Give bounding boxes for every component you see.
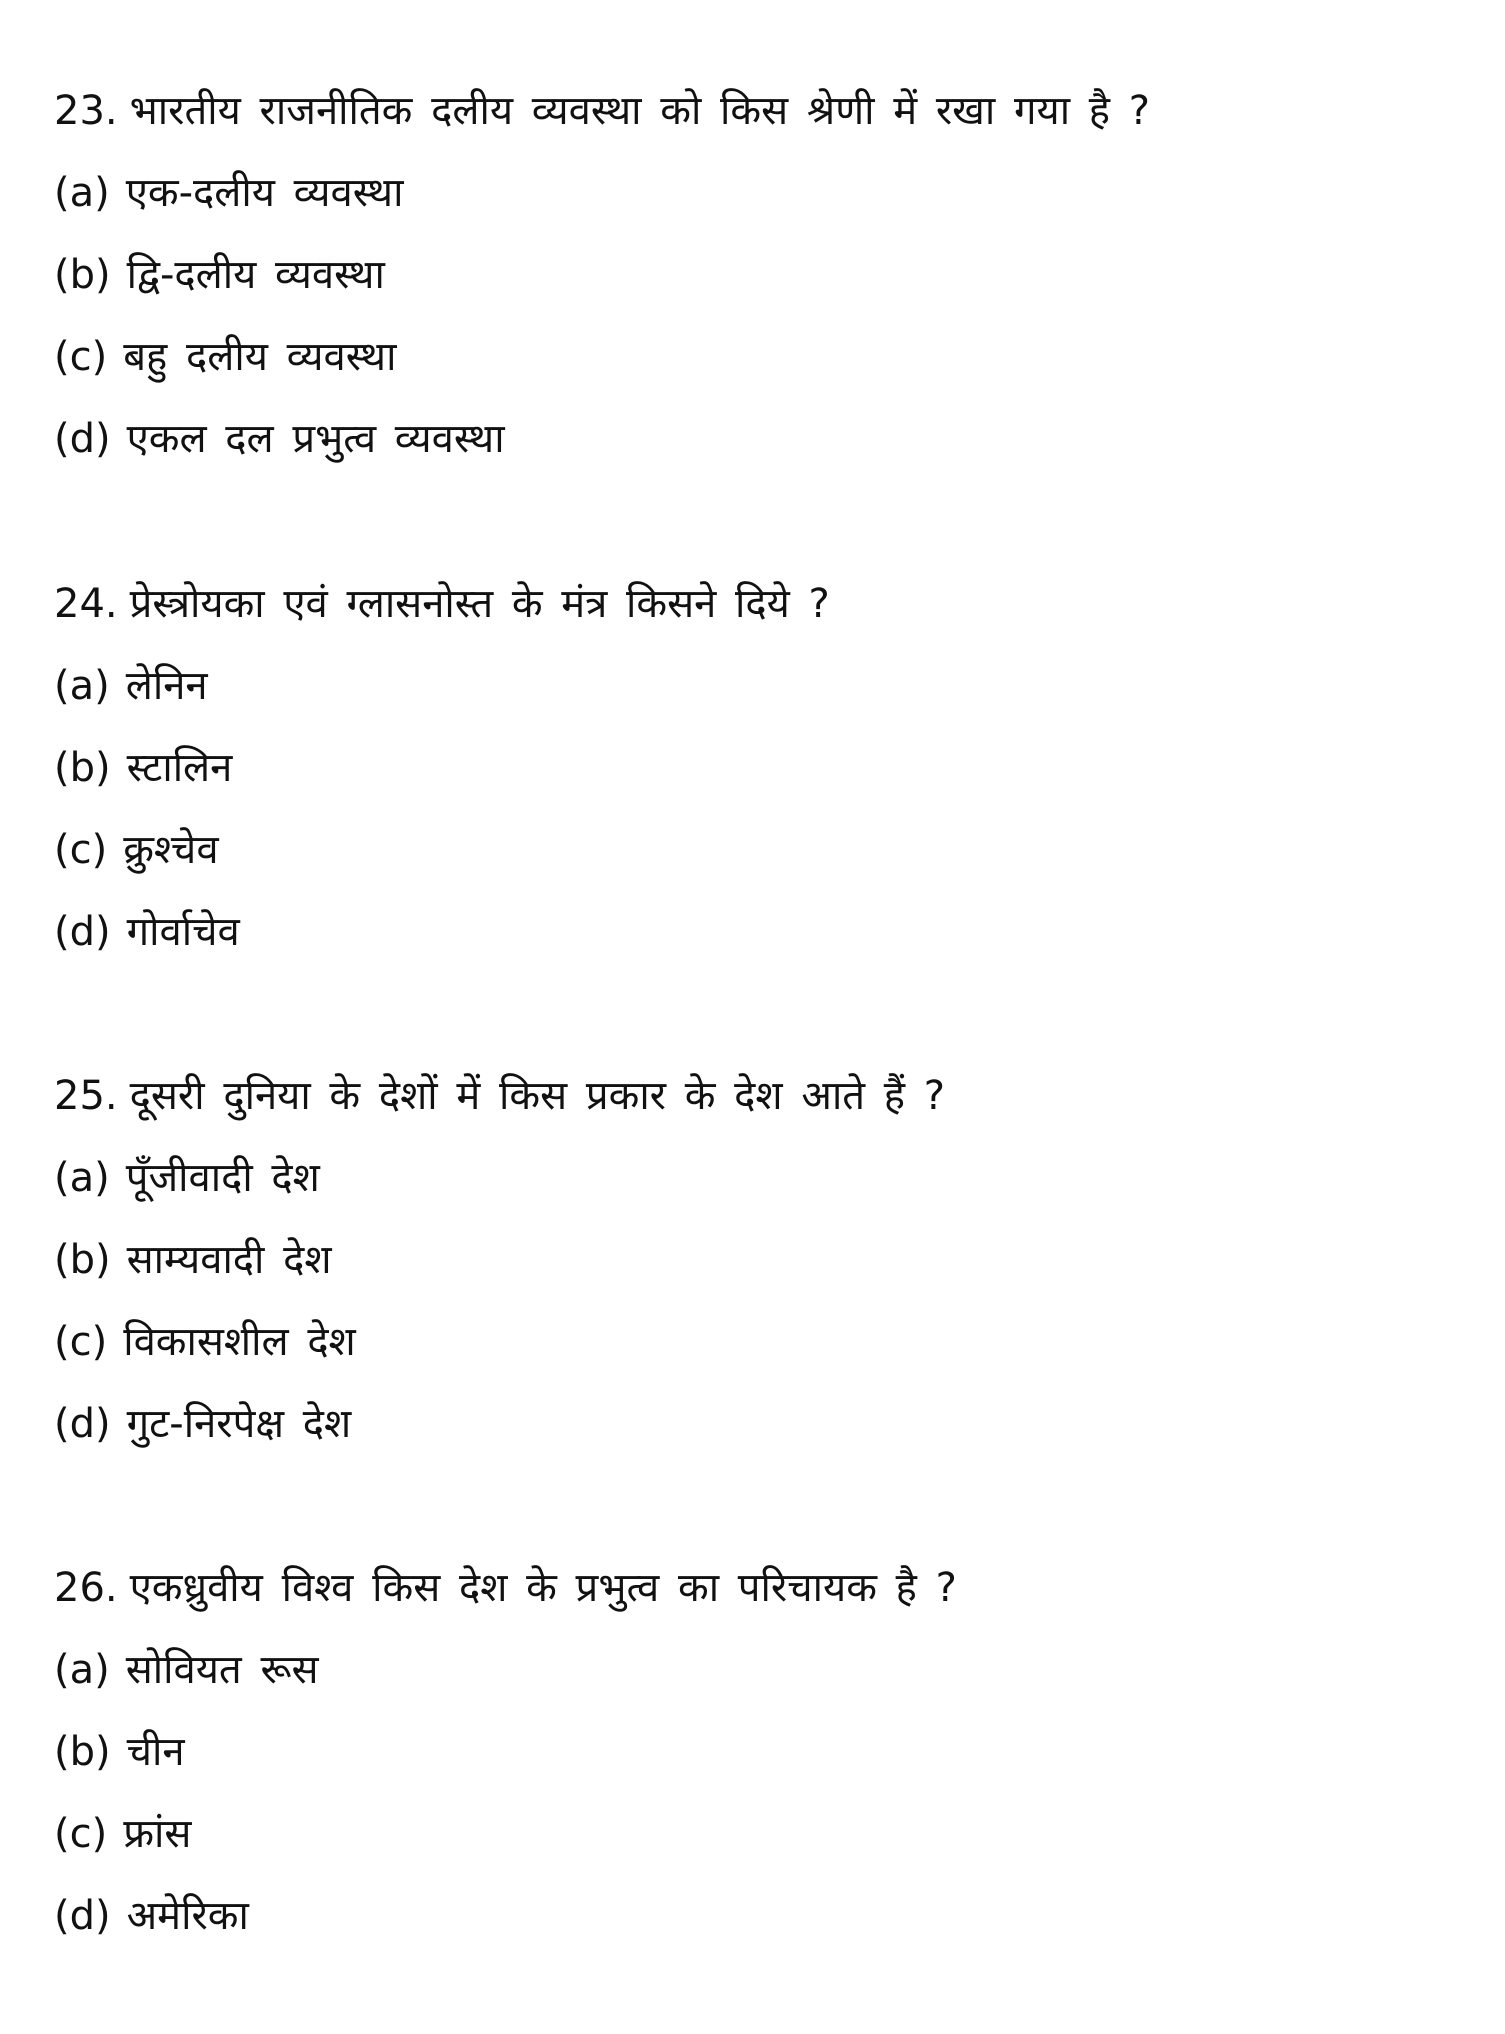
option-b — [54, 1219, 1454, 1301]
option-label: (d) — [54, 1893, 111, 1939]
option-label: (a) — [54, 1647, 110, 1693]
option-text: लेनिन — [125, 663, 208, 709]
option-text: सोवियत रूस — [125, 1647, 319, 1693]
option-label: (a) — [54, 663, 110, 709]
option-b — [54, 234, 1454, 316]
option-text: गोर्वाचेव — [126, 909, 240, 955]
option-label: (d) — [54, 416, 111, 462]
question-text: भारतीय राजनीतिक दलीय व्यवस्था को किस श्रेणी में रखा गया है ? — [129, 88, 1150, 134]
option-text: साम्यवादी देश — [126, 1237, 332, 1283]
option-text: बहु दलीय व्यवस्था — [123, 334, 397, 380]
option-c — [54, 1301, 1454, 1383]
option-text: स्टालिन — [126, 745, 233, 791]
option-c — [54, 316, 1454, 398]
option-a — [54, 645, 1454, 727]
question-number: 23. — [54, 88, 118, 134]
question-text: प्रेस्त्रोयका एवं ग्लासनोस्त के मंत्र किसने दिये ? — [129, 581, 830, 627]
question-text-line — [54, 563, 1454, 645]
question-text-line — [54, 70, 1454, 152]
question-text-line — [54, 1547, 1454, 1629]
option-text: विकासशील देश — [123, 1319, 356, 1365]
option-a — [54, 1629, 1454, 1711]
option-text: अमेरिका — [126, 1893, 249, 1939]
option-text: गुट-निरपेक्ष देश — [126, 1401, 352, 1447]
option-text: फ्रांस — [123, 1811, 192, 1857]
question-number: 25. — [54, 1073, 118, 1119]
option-label: (c) — [54, 1319, 108, 1365]
question-26 — [54, 1547, 1454, 1957]
question-25 — [54, 1055, 1454, 1465]
option-text: द्वि-दलीय व्यवस्था — [126, 252, 385, 298]
option-b — [54, 727, 1454, 809]
option-label: (b) — [54, 1237, 111, 1283]
option-label: (b) — [54, 252, 111, 298]
option-label: (c) — [54, 334, 108, 380]
option-text: पूँजीवादी देश — [125, 1155, 320, 1201]
question-text: एकध्रुवीय विश्व किस देश के प्रभुत्व का परिचायक है ? — [129, 1565, 957, 1611]
option-text: क्रुश्चेव — [123, 827, 219, 873]
option-a — [54, 1137, 1454, 1219]
option-label: (a) — [54, 170, 110, 216]
option-c — [54, 1793, 1454, 1875]
option-text: चीन — [126, 1729, 185, 1775]
question-text: दूसरी दुनिया के देशों में किस प्रकार के देश आते हैं ? — [129, 1073, 945, 1119]
option-label: (d) — [54, 1401, 111, 1447]
question-23 — [54, 70, 1454, 480]
question-text-line — [54, 1055, 1454, 1137]
option-text: एक-दलीय व्यवस्था — [125, 170, 404, 216]
option-text: एकल दल प्रभुत्व व्यवस्था — [126, 416, 505, 462]
option-label: (c) — [54, 827, 108, 873]
option-label: (c) — [54, 1811, 108, 1857]
option-c — [54, 809, 1454, 891]
option-a — [54, 152, 1454, 234]
question-24 — [54, 563, 1454, 973]
option-label: (a) — [54, 1155, 110, 1201]
option-d — [54, 398, 1454, 480]
question-number: 24. — [54, 581, 118, 627]
option-d — [54, 1875, 1454, 1957]
option-b — [54, 1711, 1454, 1793]
question-number: 26. — [54, 1565, 118, 1611]
option-label: (b) — [54, 1729, 111, 1775]
option-d — [54, 1383, 1454, 1465]
option-label: (b) — [54, 745, 111, 791]
option-label: (d) — [54, 909, 111, 955]
option-d — [54, 891, 1454, 973]
